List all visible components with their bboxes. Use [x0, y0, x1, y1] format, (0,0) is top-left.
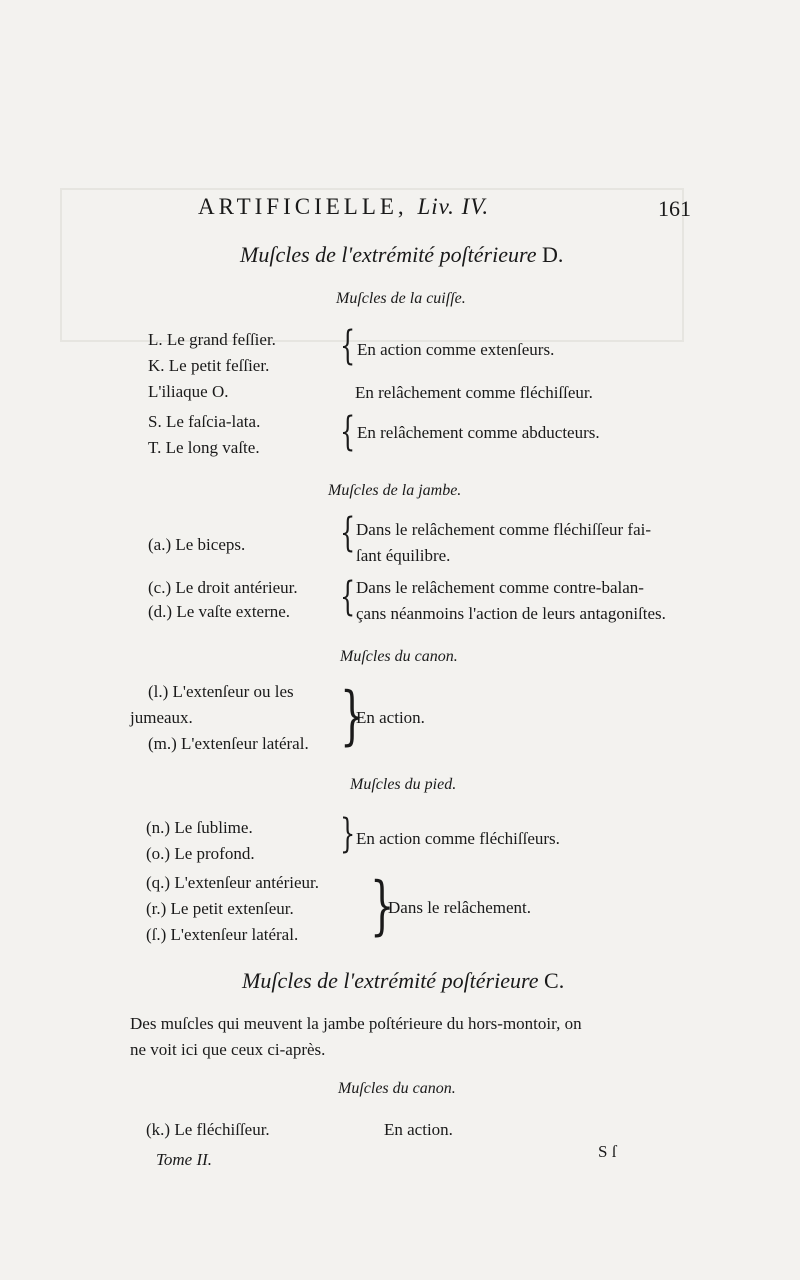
signature-mark: S ſ: [598, 1142, 617, 1161]
header-title: ARTIFICIELLE,: [198, 194, 408, 219]
subtitle-canon: Muſcles du canon.: [338, 1080, 456, 1097]
effect-text: En relâchement comme fléchiſſeur.: [355, 383, 593, 402]
effect-text: En action.: [356, 708, 425, 727]
section-title-text: Muſcles de l'extrémité poſtérieure: [242, 968, 539, 993]
section-title-c: [242, 968, 564, 994]
list-item: (c.) Le droit antérieur.: [148, 578, 298, 597]
list-item: (k.) Le fléchiſſeur.: [146, 1120, 270, 1139]
brace: {: [340, 409, 356, 455]
volume-label: Tome II.: [156, 1150, 213, 1169]
subtitle-cuisse: Muſcles de la cuiſſe.: [336, 290, 466, 307]
running-header: [198, 194, 489, 220]
effect-text: En action comme extenſeurs.: [357, 340, 555, 359]
list-item: (r.) Le petit extenſeur.: [146, 899, 294, 918]
section-title-d: [240, 242, 563, 268]
effect-text: ſant équilibre.: [356, 546, 451, 565]
list-item: (l.) L'extenſeur ou les: [148, 682, 294, 701]
list-item: (a.) Le biceps.: [148, 535, 246, 554]
list-item: T. Le long vaſte.: [148, 438, 260, 457]
brace: {: [340, 323, 356, 369]
paragraph-line: ne voit ici que ceux ci-après.: [130, 1040, 326, 1059]
effect-text: Dans le relâchement comme fléchiſſeur fai-: [356, 520, 651, 539]
effect-text: Dans le relâchement.: [388, 898, 532, 917]
list-item: L. Le grand feſſier.: [148, 330, 276, 349]
section-letter: D.: [542, 242, 564, 267]
brace: }: [340, 679, 365, 753]
brace: {: [340, 574, 356, 620]
subtitle-pied: Muſcles du pied.: [350, 776, 457, 793]
brace: }: [370, 869, 395, 943]
effect-text: En relâchement comme abducteurs.: [357, 423, 600, 442]
list-item: (n.) Le ſublime.: [146, 818, 253, 837]
subtitle-jambe: Muſcles de la jambe.: [328, 482, 462, 499]
list-item: jumeaux.: [130, 708, 193, 727]
effect-text: En action comme fléchiſſeurs.: [356, 829, 560, 848]
list-item: (d.) Le vaſte externe.: [148, 602, 291, 621]
paragraph-line: Des muſcles qui meuvent la jambe poſtérieure du hors-montoir, on: [130, 1014, 582, 1033]
list-item: (o.) Le profond.: [146, 844, 255, 863]
effect-text: Dans le relâchement comme contre-balan-: [356, 578, 644, 597]
effect-text: En action.: [384, 1120, 453, 1139]
list-item: S. Le faſcia-lata.: [148, 412, 261, 431]
brace: }: [340, 811, 356, 857]
section-title-text: Muſcles de l'extrémité poſtérieure: [240, 242, 537, 267]
list-item: L'iliaque O.: [148, 382, 229, 401]
list-item: (q.) L'extenſeur antérieur.: [146, 873, 319, 892]
list-item: (ſ.) L'extenſeur latéral.: [146, 925, 299, 944]
header-book: Liv. IV.: [417, 194, 490, 219]
brace: {: [340, 510, 356, 556]
list-item: K. Le petit feſſier.: [148, 356, 270, 375]
subtitle-canon: Muſcles du canon.: [340, 648, 458, 665]
effect-text: çans néanmoins l'action de leurs antagoniſtes.: [356, 604, 666, 623]
list-item: (m.) L'extenſeur latéral.: [148, 734, 309, 753]
page-number: 161: [658, 196, 691, 221]
section-letter: C.: [544, 968, 565, 993]
